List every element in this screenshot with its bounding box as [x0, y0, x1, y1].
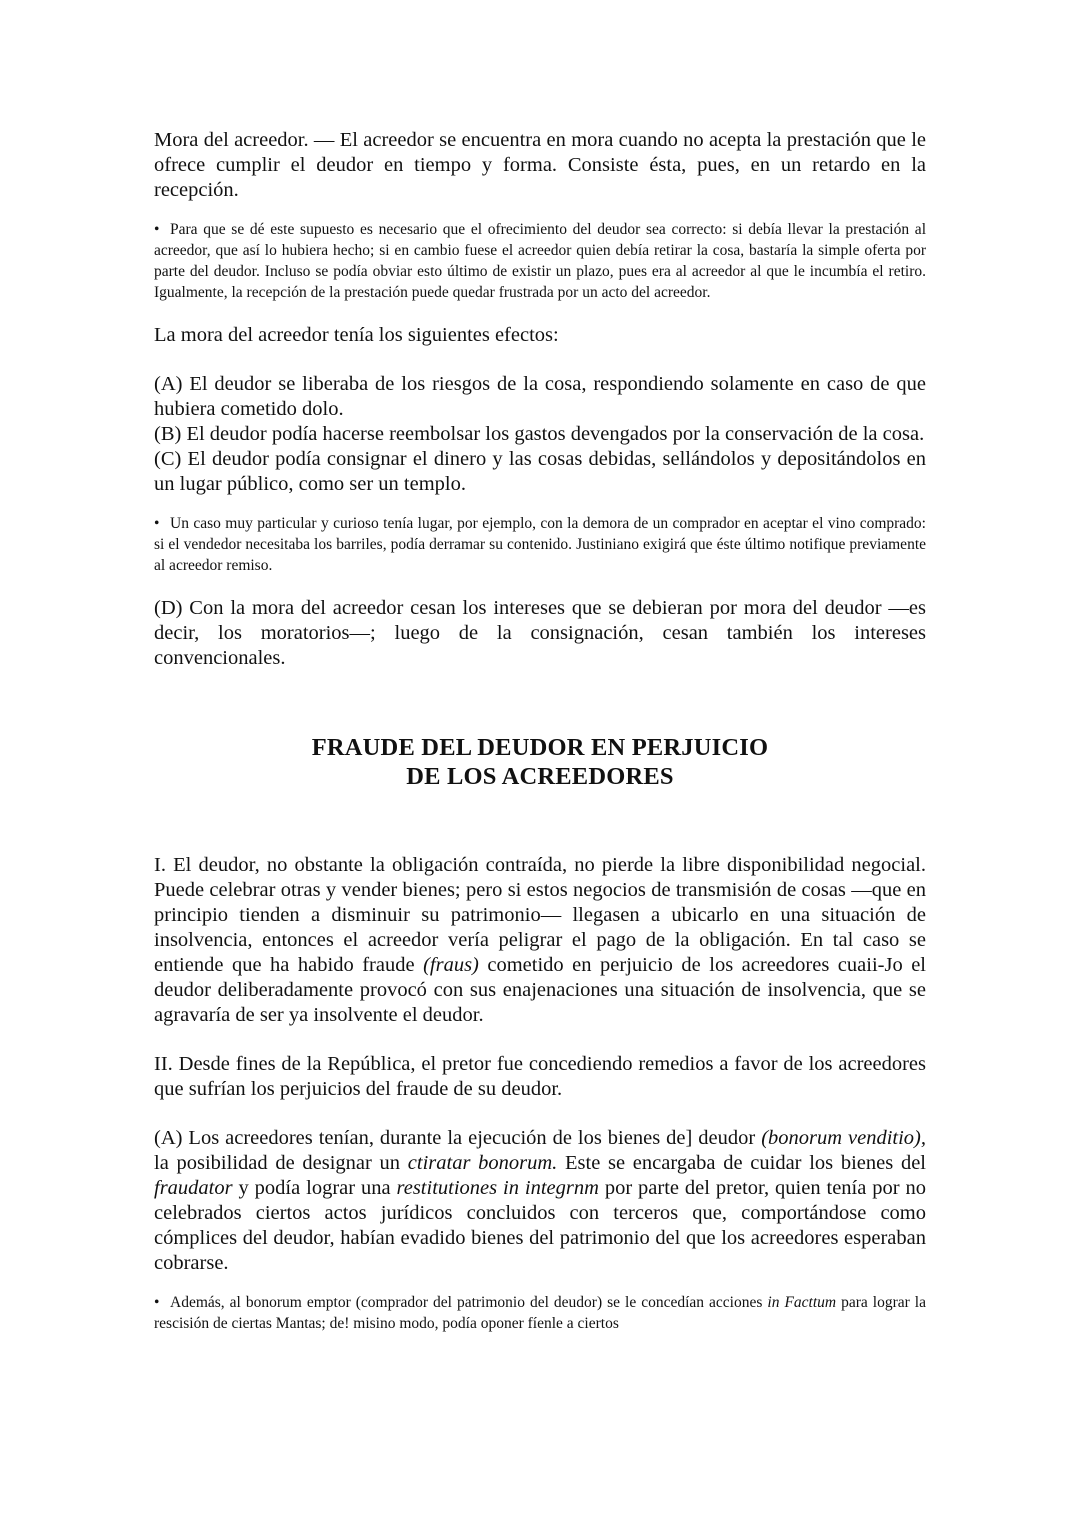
fraus-term: (fraus)	[423, 954, 479, 976]
effect-d: (D) Con la mora del acreedor cesan los intereses que se debieran por mora del deudor —es decir, los moratorios—; luego de la consignación, cesan también los intereses convencionales.	[154, 597, 926, 669]
heading-line-2: DE LOS ACREEDORES	[406, 763, 674, 790]
heading-line-1: FRAUDE DEL DEUDOR EN PERJUICIO	[311, 734, 769, 761]
section-heading	[154, 733, 926, 791]
effect-b: (B) El deudor podía hacerse reembolsar los gastos devengados por la conservación de la cosa.	[154, 423, 925, 445]
document-page	[154, 128, 926, 1334]
mora-note-2: • Un caso muy particular y curioso tenía lugar, por ejemplo, con la demora de un comprador en aceptar el vino comprado: si el vendedor necesitaba los barriles, podía derramar su contenido. Justiniano exigirá que éste último notifique previamente al acreedor remiso.	[154, 515, 926, 574]
bullet-icon: •	[154, 221, 160, 238]
fraude-paragraph-2: II. Desde fines de la República, el pretor fue concediendo remedios a favor de los acreedores que sufrían los perjuicios del fraude de su deudor.	[154, 1053, 926, 1100]
bullet-icon: •	[154, 515, 160, 532]
in-factum-term: in Facttum	[767, 1294, 837, 1311]
fraudator-term: fraudator	[154, 1177, 233, 1199]
effect-a: (A) El deudor se liberaba de los riesgos de la cosa, respondiendo solamente en caso de que hubiera cometido dolo.	[154, 373, 926, 420]
bullet-icon: •	[154, 1294, 160, 1311]
mora-note-1: • Para que se dé este supuesto es necesario que el ofrecimiento del deudor sea correcto: si debía llevar la prestación al acreedor, que así lo hubiera hecho; si en cambio fuese el acreedor quien debía retirar la cosa, bastaría la simple oferta por parte del deudor. Incluso se podía obviar esto último de existir un plazo, pues era al acreedor al que le incumbía el retiro. Igualmente, la recepción de la prestación puede quedar frustrada por un acto del acreedor.	[154, 221, 926, 301]
fraude-paragraph-a: (A) Los acreedores tenían, durante la ejecución de los bienes de] deudor (bonorum venditio), la posibilidad de designar un ctiratar bonorum. Este se encargaba de cuidar los bienes del fraudator y podía lograr una restitutiones in integrnm por parte del pretor, quien tenía por no celebrados ciertos actos jurídicos concluidos con terceros que, comportándose como cómplices del deudor, habían evadido bienes del patrimonio del que los acreedores esperaban cobrarse.	[154, 1127, 926, 1274]
bonorum-venditio-term: (bonorum venditio),	[761, 1127, 926, 1149]
mora-intro: Mora del acreedor. — El acreedor se encuentra en mora cuando no acepta la prestación que le ofrece cumplir el deudor en tiempo y forma. Consiste ésta, pues, en un retardo en la recepción.	[154, 129, 926, 201]
effects-title: La mora del acreedor tenía los siguientes efectos:	[154, 324, 559, 346]
fraude-note-3: • Además, al bonorum emptor (comprador del patrimonio del deudor) se le concedían acciones in Facttum para lograr la rescisión de ciertas Mantas; de! misino modo, podía oponer fíenle a ciertos	[154, 1294, 926, 1332]
curator-bonorum-term: ctiratar bonorum.	[407, 1152, 558, 1174]
effect-c: (C) El deudor podía consignar el dinero y las cosas debidas, sellándolos y depositándolos en un lugar público, como ser un templo.	[154, 448, 926, 495]
fraude-paragraph-1: I. El deudor, no obstante la obligación contraída, no pierde la libre disponibilidad negocial. Puede celebrar otras y vender bienes; pero si estos negocios de transmisión de cosas —que en principio tienden a disminuir su patrimonio— llegasen a ubicarlo en una situación de insolvencia, entonces el acreedor vería peligrar el pago de la obligación. En tal caso se entiende que ha habido fraude (fraus) cometido en perjuicio de los acreedores cuaii-Jo el deudor deliberadamente provocó con sus enajenaciones una situación de insolvencia, que se agravaría de ser ya insolvente el deudor.	[154, 854, 926, 1026]
restitutio-term: restitutiones in integrnm	[396, 1177, 599, 1199]
